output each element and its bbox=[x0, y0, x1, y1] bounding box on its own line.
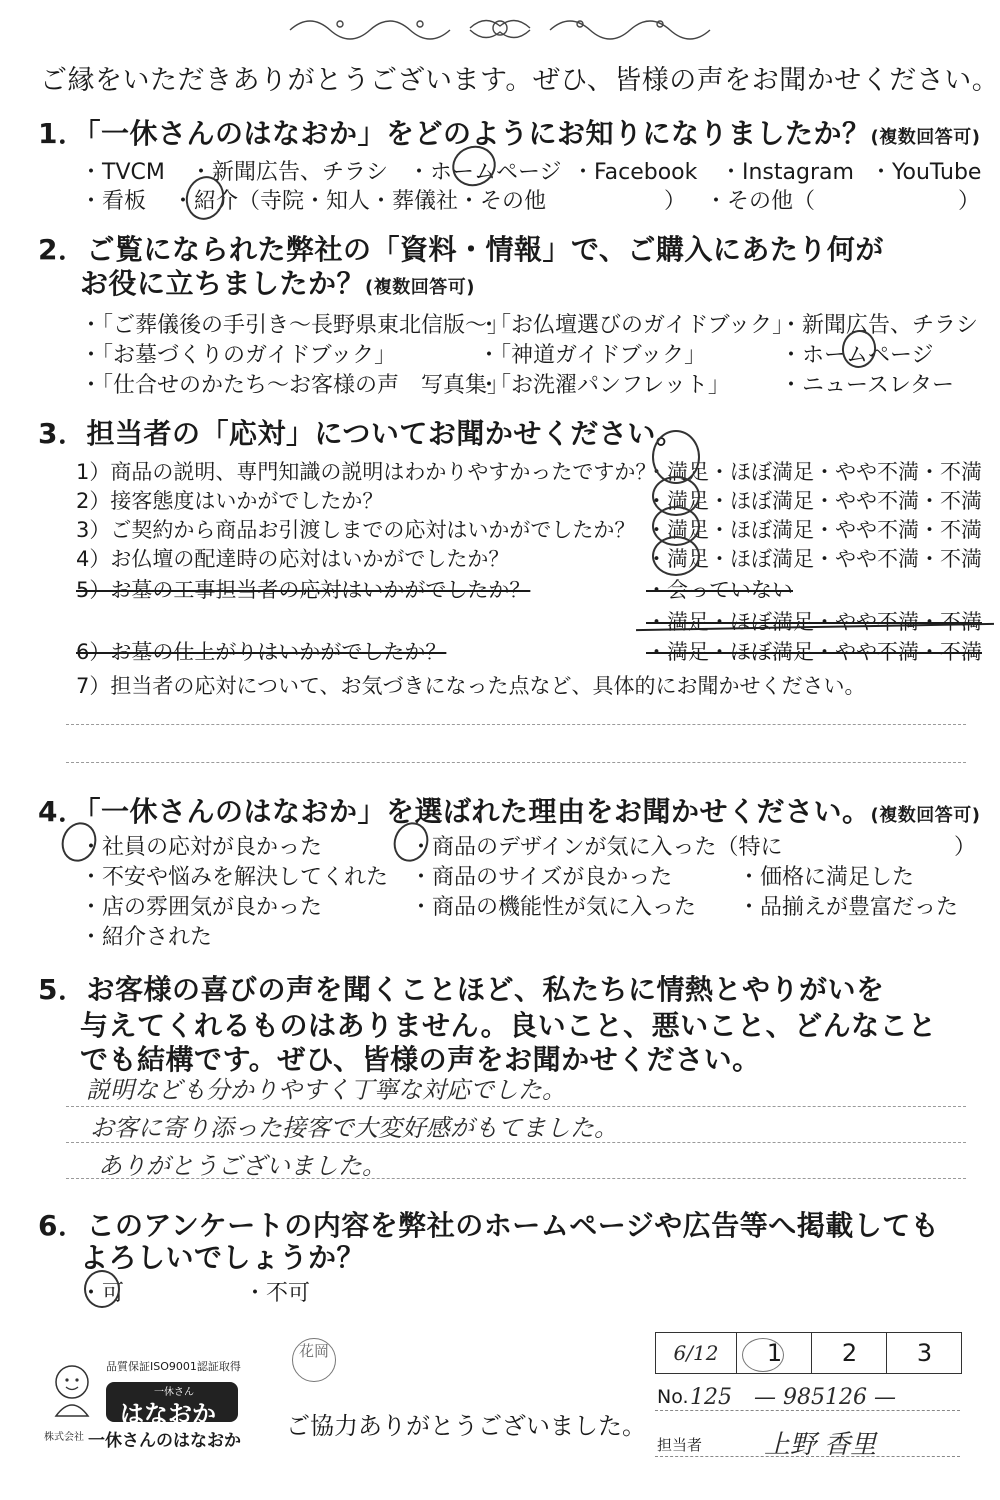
q3-item-1: 1）商品の説明、専門知識の説明はわかりやすかったですか？ bbox=[76, 460, 657, 484]
q3-item-4: 4）お仏壇の配達時の応対はいかがでしたか？ bbox=[76, 547, 510, 571]
q4-paren-close: ） bbox=[954, 835, 977, 860]
logo-bottom-text: 一休さんのはなおか bbox=[88, 1431, 241, 1451]
staff-label: 担当者 bbox=[657, 1436, 703, 1454]
q2-opt-photo-book[interactable]: ・「仕合せのかたち～お客様の声 写真集」 bbox=[80, 373, 510, 398]
approval-stamp bbox=[742, 1338, 784, 1372]
q1-paren-close: ） bbox=[664, 189, 687, 214]
q2-title-line2: お役に立ちましたか？(複数回答可) bbox=[80, 267, 475, 300]
q3-rating-2[interactable]: ・満足・ほぼ満足・やや不満・不満 bbox=[646, 489, 982, 513]
q1-title: 1．「一休さんのはなおか」をどのようにお知りになりましたか？(複数回答可) bbox=[38, 117, 981, 150]
box-cell-1: 1 bbox=[736, 1333, 812, 1373]
q2-opt-funeral-guide[interactable]: ・「ご葬儀後の手引き～長野県東北信版～」 bbox=[80, 313, 510, 338]
q3-rating-5[interactable]: ・満足・ほぼ満足・やや不満・不満 bbox=[646, 610, 982, 634]
q1-paren-close-2: ） bbox=[958, 189, 981, 214]
q1-opt-instagram[interactable]: ・Instagram bbox=[720, 160, 854, 185]
date-value: 6/12 bbox=[673, 1341, 719, 1365]
q6-opt-no[interactable]: ・不可 bbox=[244, 1281, 311, 1306]
q2-opt-newspaper[interactable]: ・新聞広告、チラシ bbox=[780, 313, 979, 338]
staff-name: 上野 香里 bbox=[764, 1430, 877, 1460]
logo-small-text: 一休さん bbox=[154, 1387, 194, 1398]
q6-opt-yes[interactable]: ・可 bbox=[80, 1281, 125, 1306]
q3-rating-6[interactable]: ・満足・ほぼ満足・やや不満・不満 bbox=[646, 640, 982, 664]
handwritten-answer-line: 説明なども分かりやすく丁寧な対応でした。 bbox=[86, 1076, 566, 1104]
q1-opt-facebook[interactable]: ・Facebook bbox=[572, 160, 698, 185]
q4-opt-price[interactable]: ・価格に満足した bbox=[738, 865, 915, 890]
staff-line bbox=[655, 1456, 960, 1457]
q1-opt-newspaper[interactable]: ・新聞広告、チラシ bbox=[190, 160, 389, 185]
q3-title: 3．担当者の「応対」についてお聞かせください。 bbox=[38, 417, 685, 450]
q5-title-line3: でも結構です。ぜひ、皆様の声をお聞かせください。 bbox=[80, 1043, 761, 1076]
q2-opt-laundry-pamphlet[interactable]: ・「お洗濯パンフレット」 bbox=[478, 373, 730, 398]
q3-item-6: 6）お墓の仕上がりはいかがでしたか？ bbox=[76, 640, 447, 664]
answer-line bbox=[66, 762, 966, 763]
q6-title: 6．このアンケートの内容を弊社のホームページや広告等へ掲載しても bbox=[38, 1209, 940, 1242]
q2-opt-homepage[interactable]: ・ホームページ bbox=[780, 343, 934, 368]
hand-check-mark bbox=[84, 1270, 120, 1308]
date-box bbox=[655, 1332, 962, 1374]
logo-main-text: はなおか bbox=[120, 1400, 216, 1428]
thanks-text: ご協力ありがとうございました。 bbox=[286, 1412, 646, 1440]
q3-item-7: 7）担当者の応対について、お気づきになった点など、具体的にお聞かせください。 bbox=[76, 674, 866, 698]
box-cell-3: 3 bbox=[886, 1333, 962, 1373]
no-line bbox=[655, 1410, 960, 1411]
q3-rating-3[interactable]: ・満足・ほぼ満足・やや不満・不満 bbox=[646, 518, 982, 542]
answer-line bbox=[66, 1106, 966, 1107]
q1-opt-referral[interactable]: ・紹介（寺院・知人・葬儀社・その他 bbox=[172, 189, 547, 214]
hand-check-mark bbox=[652, 536, 700, 576]
q1-opt-other[interactable]: ・その他（ bbox=[705, 189, 816, 214]
q3-item-3: 3）ご契約から商品お引渡しまでの応対はいかがでしたか？ bbox=[76, 518, 636, 542]
q4-opt-size[interactable]: ・商品のサイズが良かった bbox=[410, 865, 673, 890]
q4-opt-referred[interactable]: ・紹介された bbox=[80, 925, 213, 950]
q2-title: 2．ご覧になられた弊社の「資料・情報」で、ご購入にあたり何が bbox=[38, 233, 884, 266]
q2-opt-newsletter[interactable]: ・ニュースレター bbox=[780, 373, 955, 398]
q1-opt-signboard[interactable]: ・看板 bbox=[80, 189, 147, 214]
hanko-stamp: 花岡 bbox=[292, 1338, 336, 1382]
q4-opt-solved-worries[interactable]: ・不安や悩みを解決してくれた bbox=[80, 865, 389, 890]
q6-title-line2: よろしいでしょうか？ bbox=[80, 1241, 366, 1274]
no-label: No. bbox=[657, 1386, 689, 1408]
q2-opt-shinto-guide[interactable]: ・「神道ガイドブック」 bbox=[478, 343, 707, 368]
handwritten-answer-line: ありがとうございました。 bbox=[98, 1152, 386, 1180]
q1-opt-homepage[interactable]: ・ホームページ bbox=[408, 160, 562, 185]
q2-opt-grave-guide[interactable]: ・「お墓づくりのガイドブック」 bbox=[80, 343, 397, 368]
q5-title-line2: 与えてくれるものはありません。良いこと、悪いこと、どんなこと bbox=[80, 1009, 937, 1042]
handwritten-answer-line: お客に寄り添った接客で大変好感がもてました。 bbox=[90, 1114, 618, 1142]
logo-prefix-text: 株式会社 bbox=[44, 1432, 84, 1443]
q3-rating-4[interactable]: ・満足・ほぼ満足・やや不満・不満 bbox=[646, 547, 982, 571]
logo-iso-text: 品質保証ISO9001認証取得 bbox=[106, 1360, 241, 1373]
q2-opt-altar-guide[interactable]: ・「お仏壇選びのガイドブック」 bbox=[478, 313, 795, 338]
intro-text: ご縁をいただきありがとうございます。ぜひ、皆様の声をお聞かせください。 bbox=[40, 65, 1000, 96]
q4-opt-atmosphere[interactable]: ・店の雰囲気が良かった bbox=[80, 895, 323, 920]
q4-title: 4．「一休さんのはなおか」を選ばれた理由をお聞かせください。(複数回答可) bbox=[38, 795, 981, 828]
q3-not-met[interactable]: ・会っていない bbox=[646, 578, 793, 602]
q4-opt-staff[interactable]: ・社員の応対が良かった bbox=[80, 835, 323, 860]
no-value: 125 — 985126 — bbox=[690, 1385, 896, 1410]
q1-opt-youtube[interactable]: ・YouTube bbox=[870, 160, 982, 185]
decorative-ornament bbox=[280, 8, 720, 48]
q3-item-5: 5）お墓の工事担当者の応対はいかがでしたか？ bbox=[76, 578, 531, 602]
company-logo bbox=[44, 1356, 244, 1451]
q3-rating-1[interactable]: ・満足・ほぼ満足・やや不満・不満 bbox=[646, 460, 982, 484]
q3-item-2: 2）接客態度はいかがでしたか？ bbox=[76, 489, 384, 513]
q5-title: 5．お客様の喜びの声を聞くことほど、私たちに情熱とやりがいを bbox=[38, 973, 885, 1006]
q4-opt-design[interactable]: ・商品のデザインが気に入った（特に bbox=[410, 835, 783, 860]
q4-opt-selection[interactable]: ・品揃えが豊富だった bbox=[738, 895, 959, 920]
q1-opt-tvcm[interactable]: ・TVCM bbox=[80, 160, 165, 185]
answer-line bbox=[66, 724, 966, 725]
q4-opt-function[interactable]: ・商品の機能性が気に入った bbox=[410, 895, 697, 920]
box-cell-2: 2 bbox=[811, 1333, 887, 1373]
